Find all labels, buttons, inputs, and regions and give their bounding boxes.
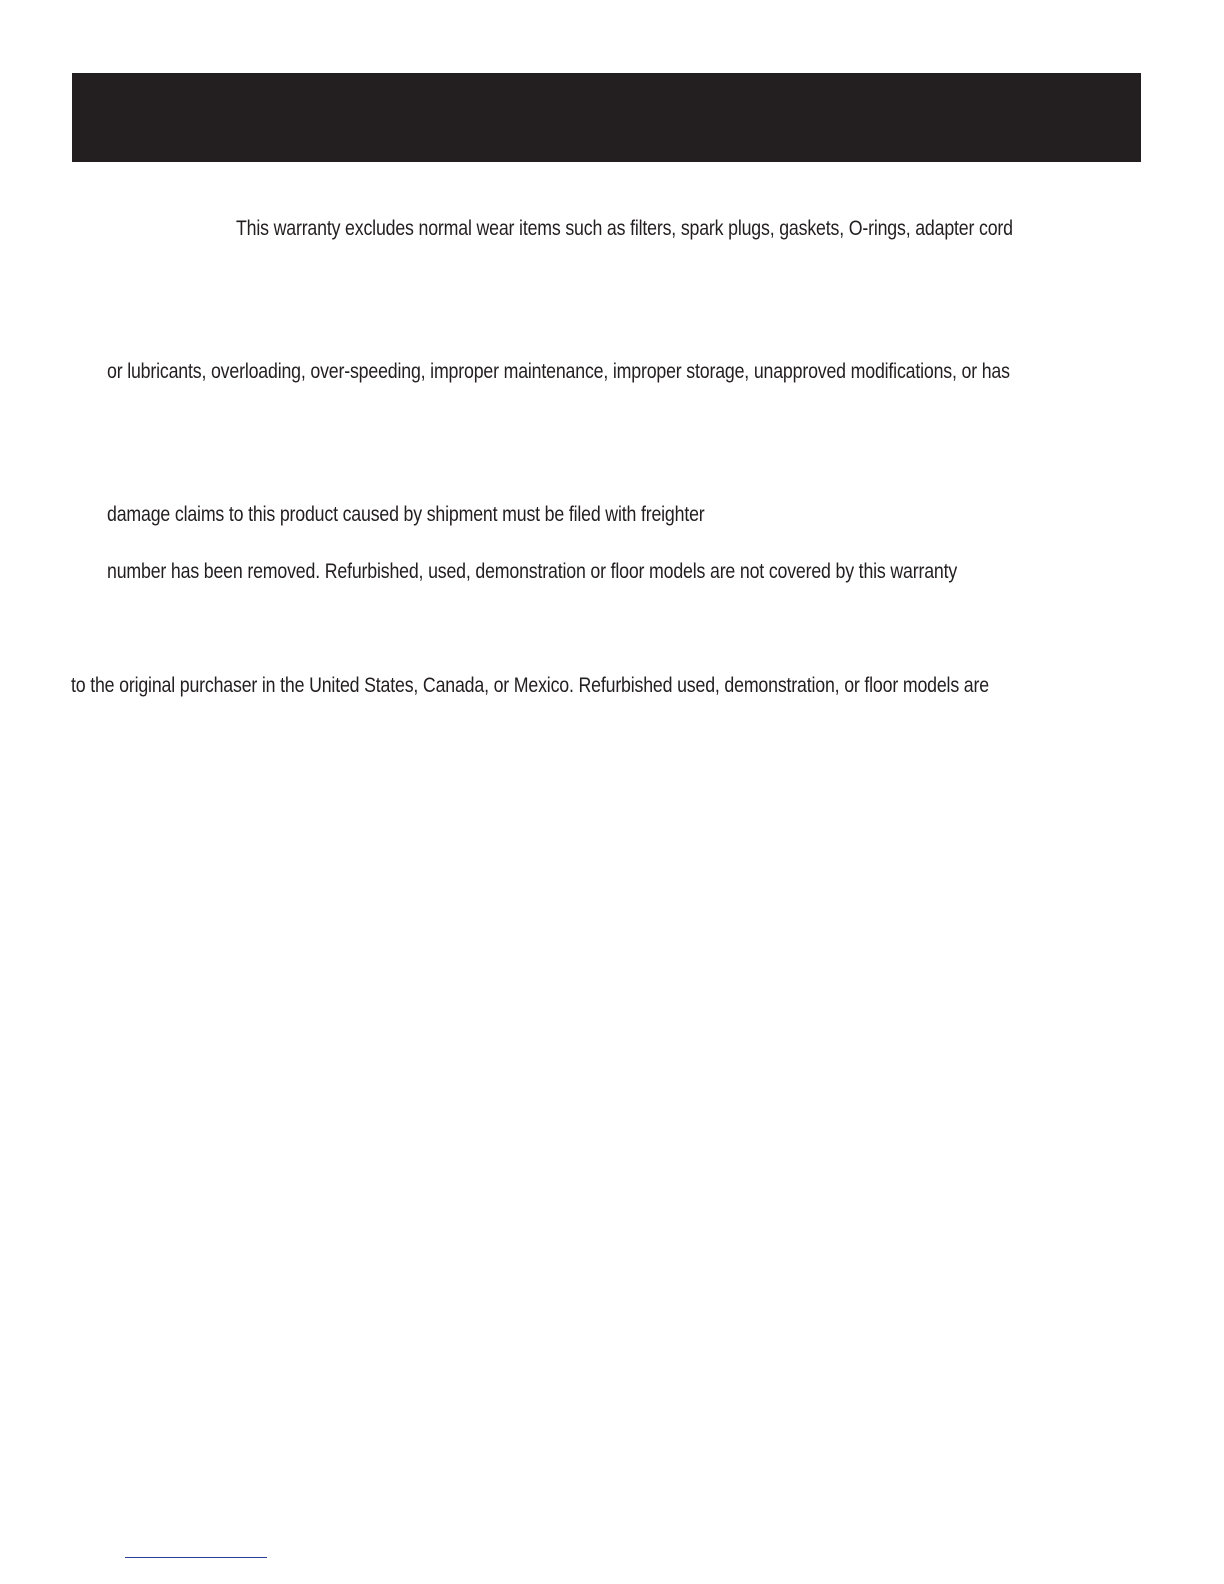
warranty-text-line: or lubricants, overloading, over-speeding, improper maintenance, improper storage, unapproved modifications, or has	[107, 360, 1010, 383]
header-bar	[72, 73, 1141, 162]
warranty-text-line: damage claims to this product caused by shipment must be filed with freighter	[107, 503, 705, 526]
warranty-text-line: to the original purchaser in the United States, Canada, or Mexico. Refurbished used, demonstration, or floor models are	[71, 674, 989, 697]
link-underline[interactable]	[125, 1557, 267, 1558]
warranty-text-line: This warranty excludes normal wear items such as filters, spark plugs, gaskets, O-rings, adapter cord	[236, 217, 1013, 240]
warranty-text-line: number has been removed. Refurbished, used, demonstration or floor models are not covered by this warranty	[107, 560, 958, 583]
